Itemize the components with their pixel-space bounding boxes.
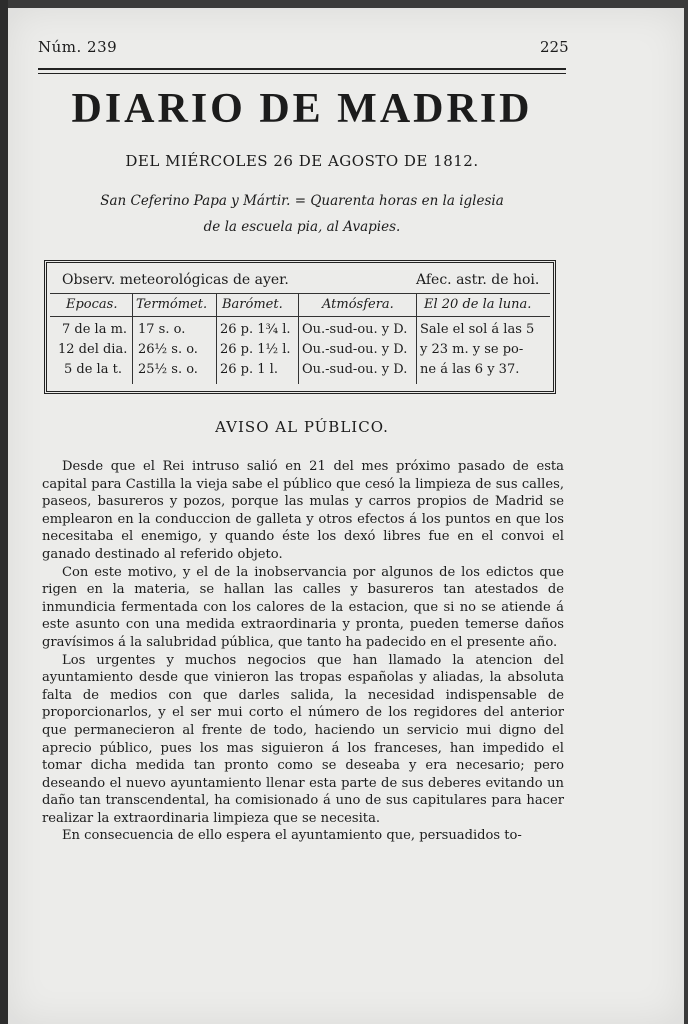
meteo-cell-atm: Ou.-sud-ou. y D. bbox=[302, 362, 408, 377]
meteo-cell-baro: 26 p. 1¾ l. bbox=[220, 322, 291, 337]
meteo-col-divider bbox=[132, 294, 133, 384]
article-paragraph: En consecuencia de ello espera el ayuntamiento que, persuadidos to- bbox=[62, 828, 522, 844]
col-header-luna: El 20 de la luna. bbox=[424, 297, 532, 312]
meteo-cell-epoca: 12 del dia. bbox=[58, 342, 128, 357]
saints-line-1: San Ceferino Papa y Mártir. = Quarenta horas en la iglesia bbox=[100, 193, 504, 209]
meteo-col-divider bbox=[216, 294, 217, 384]
meteo-cell-term: 25½ s. o. bbox=[138, 362, 198, 377]
issue-number: Núm. 239 bbox=[38, 38, 118, 56]
meteo-cell-term: 26½ s. o. bbox=[138, 342, 198, 357]
meteo-cell-atm: Ou.-sud-ou. y D. bbox=[302, 342, 408, 357]
header-rule-thick bbox=[38, 68, 566, 70]
meteo-title-left: Observ. meteorológicas de ayer. bbox=[62, 272, 289, 288]
binding-gutter bbox=[0, 0, 8, 1024]
meteo-title-right: Afec. astr. de hoi. bbox=[416, 272, 540, 288]
header-rule-thin bbox=[38, 73, 566, 74]
article-paragraph: Los urgentes y muchos negocios que han llamado la atencion del ayuntamiento desde que vinieron las tropas españolas y aliadas, la absoluta falta de medios con que darles salida, la necesidad indispensable de proporcionarlos, y el ser mui corto el número de los regidores del anterior que permanecieron al frente de todo, haciendo un servicio mui digno del aprecio público, pues los mas siguieron á los franceses, han impedido el tomar dicha medida tan pronto como se deseaba y era necesario; pero deseando el nuevo ayuntamiento llenar esta parte de sus deberes evitando un daño tan transcendental, ha comisionado á uno de sus capitulares para hacer realizar la extraordinaria limpieza que se necesita. bbox=[42, 652, 564, 826]
meteo-cell-epoca: 7 de la m. bbox=[62, 322, 128, 337]
meteo-cell-astr: Sale el sol á las 5 bbox=[420, 322, 535, 337]
saints-line-2: de la escuela pia, al Avapies. bbox=[203, 219, 401, 235]
page-number: 225 bbox=[540, 38, 569, 56]
col-header-termometro: Termómet. bbox=[136, 297, 208, 312]
meteo-cell-baro: 26 p. 1½ l. bbox=[220, 342, 291, 357]
meteo-cell-astr: y 23 m. y se po- bbox=[420, 342, 524, 357]
meteo-cell-epoca: 5 de la t. bbox=[64, 362, 122, 377]
col-header-barometro: Barómet. bbox=[222, 297, 283, 312]
meteo-cell-baro: 26 p. 1 l. bbox=[220, 362, 278, 377]
saints-of-day bbox=[40, 188, 564, 240]
meteo-cell-astr: ne á las 6 y 37. bbox=[420, 362, 520, 377]
article-paragraph: Con este motivo, y el de la inobservancia por algunos de los edictos que rigen en la materia, se hallan las calles y basureros tan atestados de inmundicia fermentada con los calores de la estacion, que si no se atiende á este asunto con una medida extraordinaria y pronta, pueden temerse daños gravísimos á la salubridad pública, que tanto ha padecido en el presente año. bbox=[42, 564, 564, 650]
meteo-col-divider bbox=[416, 294, 417, 384]
article-paragraph: Desde que el Rei intruso salió en 21 del mes próximo pasado de esta capital para Castilla la vieja sabe el público que cesó la limpieza de sus calles, paseos, basureros y pozos, porque las mulas y carros propios de Madrid se emplearon en la conduccion de galleta y otros efectos á los puntos en que los necesitaba el enemigo, y quando éste los dexó libres fue en el convoi el ganado destinado al referido objeto. bbox=[42, 459, 564, 562]
col-header-atmosfera: Atmósfera. bbox=[322, 297, 394, 312]
meteo-rule-header bbox=[50, 316, 550, 317]
article-heading: AVISO AL PÚBLICO. bbox=[215, 418, 389, 436]
col-header-epocas: Epocas. bbox=[66, 297, 118, 312]
masthead-title: DIARIO DE MADRID bbox=[71, 86, 533, 132]
meteo-cell-atm: Ou.-sud-ou. y D. bbox=[302, 322, 408, 337]
meteo-rule-top bbox=[50, 293, 550, 294]
issue-date: DEL MIÉRCOLES 26 DE AGOSTO DE 1812. bbox=[125, 152, 479, 170]
meteo-cell-term: 17 s. o. bbox=[138, 322, 186, 337]
meteo-col-divider bbox=[298, 294, 299, 384]
article-body bbox=[42, 458, 564, 845]
